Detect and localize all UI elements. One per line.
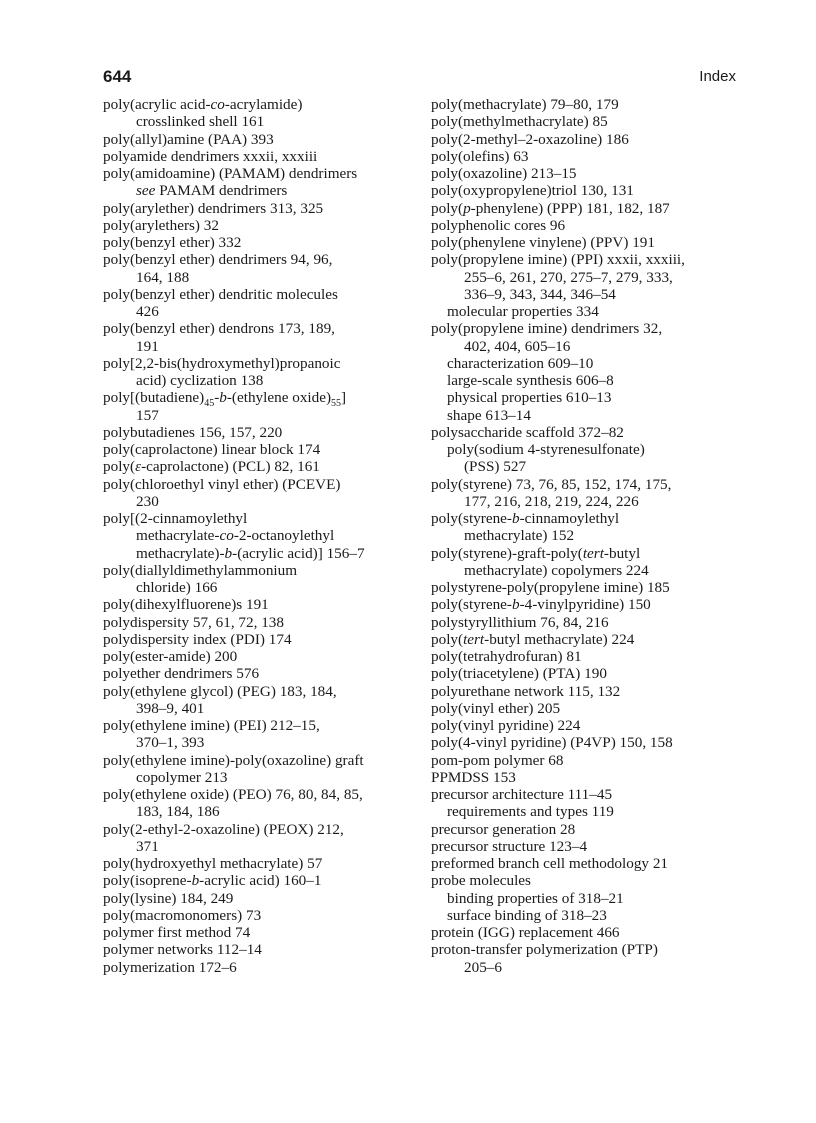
index-entry: poly(arylether) dendrimers 313, 325 [103,199,324,217]
index-entry: poly(propylene imine) (PPI) xxxii, xxxiii, [431,251,685,269]
index-entry: poly(methylmethacrylate) 85 [431,113,608,131]
index-entry: poly(benzyl ether) dendritic molecules [103,285,338,303]
index-entry: polyurethane network 115, 132 [431,682,621,700]
index-entry-continuation: methacrylate) copolymers 224 [464,561,649,579]
index-entry-continuation: 371 [136,837,159,855]
index-entry-continuation: shape 613–14 [447,406,531,424]
index-entry: poly(styrene-b-4-vinylpyridine) 150 [431,596,651,614]
index-entry: poly(oxypropylene)triol 130, 131 [431,182,634,200]
index-entry: poly(ester-amide) 200 [103,648,238,665]
index-entry-continuation: binding properties of 318–21 [447,889,624,907]
index-entry: poly(arylethers) 32 [103,216,219,234]
index-entry: poly(benzyl ether) 332 [103,234,242,251]
index-entry: polystyrene-poly(propylene imine) 185 [431,579,670,596]
index-entry-continuation: acid) cyclization 138 [136,372,264,389]
index-entry: polyphenolic cores 96 [431,216,566,234]
index-entry: poly(ethylene oxide) (PEO) 76, 80, 84, 85, [103,786,363,803]
running-head: Index [699,68,736,85]
index-entry: poly(amidoamine) (PAMAM) dendrimers [103,165,358,182]
index-entry-continuation: 336–9, 343, 344, 346–54 [464,285,616,303]
index-entry: poly(isoprene-b-acrylic acid) 160–1 [103,872,322,890]
index-entry: poly(2-ethyl-2-oxazoline) (PEOX) 212, [103,820,344,838]
index-entry: polybutadienes 156, 157, 220 [103,423,283,441]
index-entry: preformed branch cell methodology 21 [431,855,669,872]
index-entry-continuation: methacrylate-co-2-octanoylethyl [136,527,335,545]
index-entry-continuation: molecular properties 334 [447,303,599,320]
index-entry-continuation: 177, 216, 218, 219, 224, 226 [464,492,639,510]
index-entry: poly(vinyl pyridine) 224 [431,717,581,734]
index-entry: poly(macromonomers) 73 [103,906,262,924]
index-entry: polymer networks 112–14 [103,941,262,959]
index-entry: poly(styrene) 73, 76, 85, 152, 174, 175, [431,475,672,493]
index-entry: protein (IGG) replacement 466 [431,924,620,941]
index-entry-continuation: (PSS) 527 [464,458,527,476]
index-entry-continuation: 426 [136,303,159,320]
index-entry-continuation: 183, 184, 186 [136,803,220,821]
index-column-right [431,96,751,976]
index-entry-continuation: 370–1, 393 [136,734,205,752]
index-entry-continuation: 255–6, 261, 270, 275–7, 279, 333, [464,268,673,286]
index-entry: poly(styrene-b-cinnamoylethyl [431,510,620,527]
index-entry: polyether dendrimers 576 [103,665,260,683]
index-entry: polysaccharide scaffold 372–82 [431,423,624,441]
index-entry-continuation: chloride) 166 [136,579,218,596]
index-entry: precursor generation 28 [431,820,576,838]
index-entry: poly(tert-butyl methacrylate) 224 [431,630,635,648]
index-entry-continuation: methacrylate)-b-(acrylic acid)] 156–7 [136,544,365,562]
index-entry: poly(hydroxyethyl methacrylate) 57 [103,855,323,872]
index-entry: poly(vinyl ether) 205 [431,699,561,717]
index-entry: polydispersity index (PDI) 174 [103,630,292,648]
index-entry: poly(benzyl ether) dendrons 173, 189, [103,320,335,338]
index-entry: poly(methacrylate) 79–80, 179 [431,96,619,113]
index-entry: poly(lysine) 184, 249 [103,889,234,907]
index-entry-continuation: methacrylate) 152 [464,527,575,545]
index-entry: poly(ε-caprolactone) (PCL) 82, 161 [103,458,320,476]
index-entry: polyamide dendrimers xxxii, xxxiii [103,147,318,165]
index-entry: poly(ethylene glycol) (PEG) 183, 184, [103,682,337,700]
index-entry-continuation: copolymer 213 [136,768,228,786]
index-entry: poly(4-vinyl pyridine) (P4VP) 150, 158 [431,734,673,752]
index-entry: poly(ethylene imine) (PEI) 212–15, [103,717,320,734]
index-entry: poly(olefins) 63 [431,147,529,165]
index-entry-continuation: 164, 188 [136,268,190,286]
index-entry: $poly[(butadiene)_{45}-b-(ethylene$ $oxide)_{55}$] [103,389,347,410]
index-entry: poly(dihexylfluorene)s 191 [103,596,269,614]
index-entry: poly[2,2-bis(hydroxymethyl)propanoic [103,354,341,372]
index-entry: poly(p-phenylene) (PPP) 181, 182, 187 [431,199,670,217]
index-entry-continuation: 205–6 [464,958,502,976]
index-entry: polydispersity 57, 61, 72, 138 [103,613,284,631]
index-entry: poly(acrylic acid-co-acrylamide) [103,96,303,113]
index-entry-continuation: characterization 609–10 [447,354,594,372]
index-entry: poly(oxazoline) 213–15 [431,165,577,182]
index-entry-continuation: 398–9, 401 [136,699,205,717]
index-entry: poly(caprolactone) linear block 174 [103,441,321,458]
index-entry: poly[(2-cinnamoylethyl [103,510,248,527]
index-entry-continuation: poly(sodium 4-styrenesulfonate) [447,441,645,458]
index-entry-continuation: large-scale synthesis 606–8 [447,372,614,389]
index-entry-continuation: surface binding of 318–23 [447,906,607,924]
index-entry-continuation: crosslinked shell 161 [136,113,265,131]
index-entry-continuation: 191 [136,337,159,355]
index-entry: poly(benzyl ether) dendrimers 94, 96, [103,251,333,269]
index-entry: probe molecules [431,872,531,890]
index-entry-continuation: 230 [136,492,159,510]
index-entry: poly(allyl)amine (PAA) 393 [103,130,274,148]
index-entry-continuation: physical properties 610–13 [447,389,612,407]
index-entry: poly(tetrahydrofuran) 81 [431,648,582,665]
index-column-left [103,96,421,976]
page-number: 644 [103,67,132,86]
index-entry: poly(propylene imine) dendrimers 32, [431,320,663,338]
index-entry: polystyryllithium 76, 84, 216 [431,613,609,631]
index-entry: poly(triacetylene) (PTA) 190 [431,665,607,683]
index-entry: pom-pom polymer 68 [431,751,564,769]
index-entry: poly(ethylene imine)-poly(oxazoline) graft [103,751,364,769]
index-entry: precursor structure 123–4 [431,837,588,855]
index-entry-continuation: 157 [136,406,159,424]
index-entry: precursor architecture 111–45 [431,786,613,803]
index-entry: polymerization 172–6 [103,958,237,976]
index-entry: PPMDSS 153 [431,768,516,786]
index-entry: poly(styrene)-graft-poly(tert-butyl [431,544,641,562]
index-entry: proton-transfer polymerization (PTP) [431,941,658,959]
index-entry-continuation: 402, 404, 605–16 [464,337,571,355]
index-entry: polymer first method 74 [103,924,251,941]
index-entry-continuation: see PAMAM dendrimers [136,182,288,200]
index-entry-continuation: requirements and types 119 [447,803,614,821]
index-entry: poly(2-methyl–2-oxazoline) 186 [431,130,629,148]
index-entry: poly(phenylene vinylene) (PPV) 191 [431,234,655,251]
index-entry: poly(diallyldimethylammonium [103,561,298,579]
index-entry: poly(chloroethyl vinyl ether) (PCEVE) [103,475,341,493]
